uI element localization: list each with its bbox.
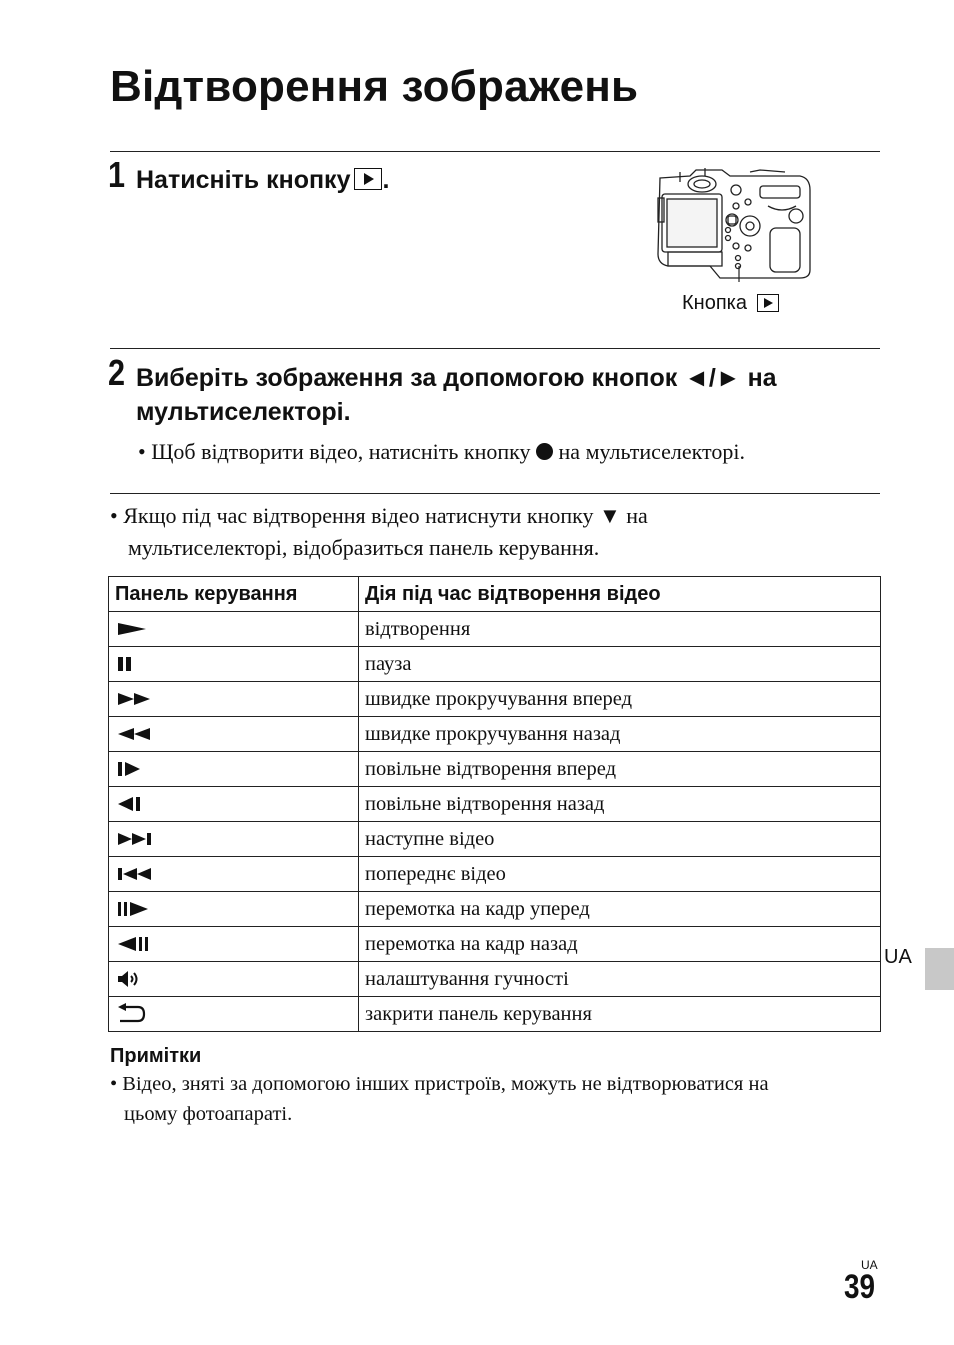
table-header: Панель керування: [109, 577, 359, 612]
table-row: [109, 787, 881, 822]
fast-forward-icon: [109, 682, 359, 717]
camera-caption-label: Кнопка: [682, 292, 747, 314]
control-panel-table: [108, 576, 881, 1032]
table-cell: попереднє відео: [359, 857, 881, 892]
table-row: [109, 612, 881, 647]
table-header: Дія під час відтворення відео: [359, 577, 881, 612]
step-2-bullet-text-a: • Щоб відтворити відео, натисніть кнопку: [138, 439, 531, 464]
table-row: [109, 857, 881, 892]
table-cell: відтворення: [359, 612, 881, 647]
fast-rewind-icon: [109, 717, 359, 752]
page-title: Відтворення зображень: [110, 62, 639, 111]
table-cell: налаштування гучності: [359, 962, 881, 997]
table-header-row: [109, 577, 881, 612]
slow-forward-icon: [109, 752, 359, 787]
page-number: 39: [844, 1268, 876, 1306]
note-top-line-1: • Якщо під час відтворення відео натиснути кнопку ▼ на: [110, 503, 648, 528]
table-cell: наступне відео: [359, 822, 881, 857]
table-cell: швидке прокручування назад: [359, 717, 881, 752]
step-1-number: 1: [108, 154, 126, 195]
table-row: [109, 717, 881, 752]
page-language: UA: [861, 1258, 878, 1272]
volume-icon: [109, 962, 359, 997]
previous-video-icon: [109, 857, 359, 892]
return-icon: [109, 997, 359, 1032]
table-row: [109, 892, 881, 927]
center-button-icon: [536, 443, 553, 460]
frame-back-icon: [109, 927, 359, 962]
table-row: [109, 822, 881, 857]
step-2-number: 2: [108, 352, 126, 393]
table-cell: швидке прокручування вперед: [359, 682, 881, 717]
step-1-label: Натисніть кнопку: [136, 166, 351, 194]
step-2-bullet-text-b: на мультиселекторі.: [558, 439, 745, 464]
table-cell: перемотка на кадр назад: [359, 927, 881, 962]
next-video-icon: [109, 822, 359, 857]
step-1-text: [136, 163, 389, 197]
play-icon: [109, 612, 359, 647]
table-cell: перемотка на кадр уперед: [359, 892, 881, 927]
play-button-icon: [354, 168, 382, 190]
table-row: [109, 682, 881, 717]
camera-illustration: [650, 166, 820, 282]
step-2-line-2: мультиселекторі.: [136, 398, 351, 426]
notes-line-1: • Відео, зняті за допомогою інших пристроїв, можуть не відтворюватися на: [110, 1073, 769, 1095]
divider: [110, 493, 880, 494]
table-row: [109, 927, 881, 962]
divider: [110, 151, 880, 152]
step-1-end: .: [382, 166, 390, 194]
table-row: [109, 997, 881, 1032]
table-row: [109, 647, 881, 682]
table-cell: пауза: [359, 647, 881, 682]
table-cell: повільне відтворення назад: [359, 787, 881, 822]
table-row: [109, 752, 881, 787]
step-2-bullet: [138, 436, 745, 468]
note-top-line-2: мультиселекторі, відобразиться панель керування.: [128, 535, 600, 560]
table-cell: закрити панель керування: [359, 997, 881, 1032]
table-cell: повільне відтворення вперед: [359, 752, 881, 787]
pause-icon: [109, 647, 359, 682]
notes-heading: Примітки: [110, 1045, 202, 1067]
camera-caption: [682, 292, 779, 315]
slow-rewind-icon: [109, 787, 359, 822]
frame-forward-icon: [109, 892, 359, 927]
divider: [110, 348, 880, 349]
step-2-line-1: Виберіть зображення за допомогою кнопок ◄/► на: [136, 364, 777, 392]
language-side-label: UA: [884, 946, 912, 968]
notes-line-2: цьому фотоапараті.: [124, 1103, 293, 1125]
table-row: [109, 962, 881, 997]
play-button-icon: [757, 294, 779, 312]
language-side-tab: [925, 948, 954, 990]
